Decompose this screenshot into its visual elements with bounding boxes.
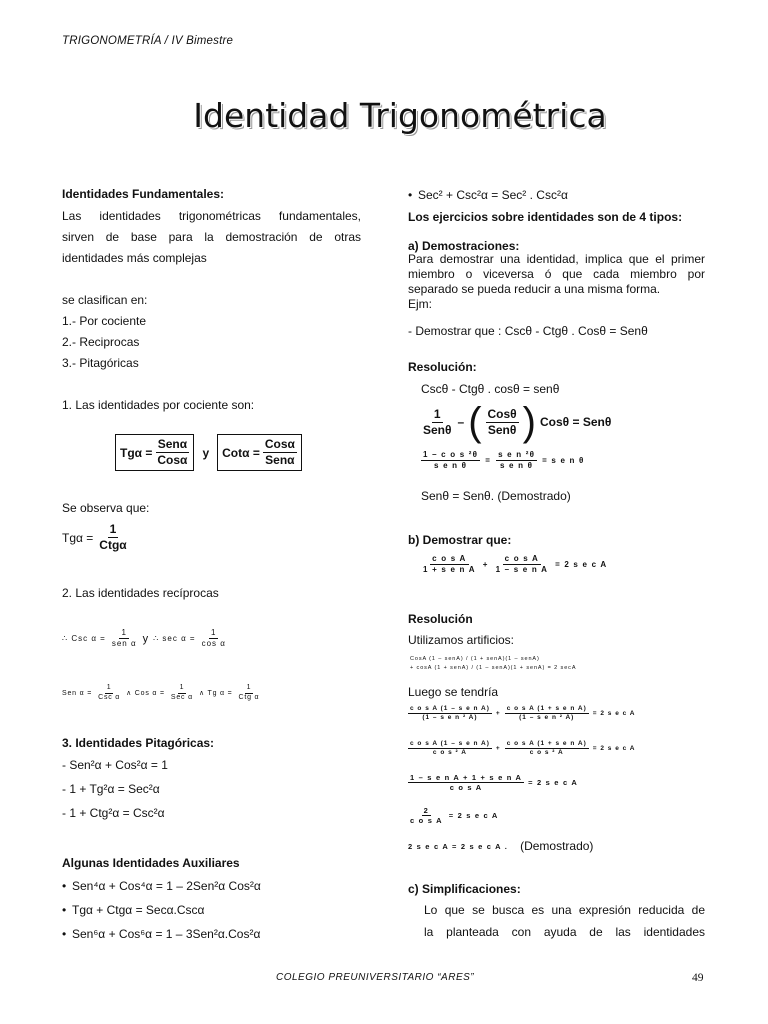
sec-num: 1 [211,628,217,637]
r1-tail: Cosθ = Senθ [540,415,612,429]
l5-equation: 2 s e c A = 2 s e c A . [408,841,509,851]
ejm-label: Ejm: [408,297,432,311]
simplificaciones-heading: c) Simplificaciones: [408,882,521,896]
l1-frac-2-num: c o s A (1 + s e n A) [505,705,589,714]
l3-den: c o s A [449,783,483,793]
cos-lhs: ∧ Cos α = [126,690,165,698]
tangent-lhs: Tgα = [120,445,153,460]
aux-item-2-text: Tgα + Ctgα = Secα.Cscα [72,903,205,917]
sen-fraction [96,684,122,703]
cociente-formulas [115,434,302,471]
r1-frac-3-num: 1 – c o s ²θ [423,450,479,459]
pitag-1: - Sen²α + Cos²α = 1 [62,758,168,772]
aux-item-4-text: Sec² + Csc²α = Sec² . Csc²α [418,188,568,202]
classify-text: se clasifican en: [62,293,148,307]
luego-line-1 [408,705,636,722]
artificios-text: Utilizamos artificios: [408,633,515,647]
aux-item-3-text: Sen⁶α + Cos⁶α = 1 – 3Sen²α.Cos²α [72,927,261,941]
aux-item-1 [62,878,261,894]
l1-plus: + [495,710,501,718]
r1-frac-2 [486,407,519,438]
l1-frac-2-den: (1 – s e n ² A) [519,714,575,722]
r1-line-1: Cscθ - Ctgθ . cosθ = senθ [421,382,560,396]
luego-line-3 [408,773,578,793]
l5-note: (Demostrado) [520,839,594,853]
csc-num: 1 [121,628,127,637]
l2-frac-1-den: c o s ² A [432,749,467,757]
left-paren: ( [468,400,482,444]
page-title: Identidad Trigonométrica [193,96,607,135]
b-heading: b) Demostrar que: [408,533,512,547]
cotangent-num: Cosα [264,437,295,451]
csc-den: sen α [111,639,137,648]
l4-frac [408,806,445,826]
demo-line-1: Para demostrar una identidad, implica que el primer [408,252,705,266]
pitag-2: - 1 + Tg²α = Sec²α [62,782,160,796]
l2-frac-1-num: c o s A (1 – s e n A) [408,740,492,749]
bullet-icon: • [62,879,67,893]
l2-frac-2-den: c o s ² A [529,749,564,757]
intro-line-1: Las identidades trigonométricas fundamentales, [62,209,361,223]
cos-fraction [169,684,195,703]
fund-heading: Identidades Fundamentales: [62,187,225,201]
aux-item-3 [62,926,260,942]
reciprocas-heading: 2. Las identidades recíprocas [62,586,219,600]
demo-line-2: miembro o viceversa ó que cada miembro por [408,267,705,281]
sen-lhs: Sen α = [62,689,93,697]
sec-den: cos α [201,639,226,648]
type-3: 3.- Pitagóricas [62,356,139,370]
b-frac-1-num: c o s A [432,554,467,563]
b-frac-1-den: 1 + s e n A [423,565,476,574]
aux-heading: Algunas Identidades Auxiliares [62,856,240,870]
tg-fraction [97,522,128,553]
demo1-statement: - Demostrar que : Cscθ - Ctgθ . Cosθ = Senθ [408,324,648,338]
cotangent-box [217,434,302,471]
tg2-fraction [237,684,262,703]
luego-line-4 [408,806,499,826]
r1-frac-4-tail: = s e n θ [542,456,585,465]
b-plus: + [482,560,489,569]
bullet-icon: • [408,188,413,202]
r1-frac-1 [421,407,454,438]
r1-frac-1-den: Senθ [423,422,452,437]
b-frac-2-den: 1 – s e n A [495,565,549,574]
l1-frac-1 [408,705,492,722]
r1-frac-4 [496,450,537,471]
demo-line-3: separado se pueda reducir a una misma forma. [408,282,661,296]
l3-rhs: = 2 s e c A [528,778,578,788]
l1-frac-2 [505,705,589,722]
r1-frac-3-den: s e n θ [434,461,468,470]
reciprocal-row-1 [62,628,228,649]
cociente-heading: 1. Las identidades por cociente son: [62,398,255,412]
bullet-icon: • [62,927,67,941]
intro-line-3: identidades más complejas [62,251,207,265]
footer: COLEGIO PREUNIVERSITARIO “ARES” [276,972,475,983]
recip-y: y [142,632,150,645]
l1-rhs: = 2 s e c A [592,710,636,718]
luego-text: Luego se tendría [408,685,499,699]
tangent-fraction [155,437,189,468]
right-paren: ) [522,400,536,444]
aux-item-4 [408,187,568,203]
r1-equals: = [485,456,492,465]
resolucion-2-heading: Resolución [408,612,473,626]
l2-frac-2 [505,740,589,757]
sec-fraction [200,628,228,649]
csc-fraction [110,628,139,649]
pitag-3: - 1 + Ctg²α = Csc²α [62,806,165,820]
cotangent-den: Senα [265,453,295,467]
artificio-part-b: + cosA (1 + senA) / (1 – senA)(1 + senA) = 2 secA [410,665,577,671]
l1-frac-1-den: (1 – s e n ² A) [422,714,478,722]
type-1: 1.- Por cociente [62,314,147,328]
tg2-den: Ctg α [238,693,260,701]
l2-plus: + [495,745,501,753]
sen-den: Csc α [98,693,121,701]
cos-num: 1 [178,684,187,694]
page-number: 49 [692,972,704,984]
aux-item-2 [62,902,204,918]
tg-reciprocal [62,522,129,553]
r1-line-3 [421,450,585,471]
l4-num: 2 [423,806,430,815]
l1-frac-1-num: c o s A (1 – s e n A) [408,705,492,714]
tipos-heading: Los ejercicios sobre identidades son de 4 tipos: [408,210,683,224]
l2-rhs: = 2 s e c A [592,745,636,753]
b-frac-2 [494,554,550,575]
r1-frac-3 [421,450,480,471]
artificio-equation [410,655,710,673]
tg-den: Ctgα [99,538,127,552]
csc-lhs: ∴ Csc α = [62,634,106,643]
bullet-icon: • [62,903,67,917]
observe-text: Se observa que: [62,501,150,515]
tg2-lhs: ∧ Tg α = [198,690,233,698]
l2-frac-1 [408,740,492,757]
simp-line-1: Lo que se busca es una expresión reducida de [424,903,705,917]
intro-line-2: sirven de base para la demostración de otras [62,230,361,244]
tg-lhs: Tgα = [62,530,94,545]
sen-num: 1 [105,684,114,694]
aux-item-1-text: Sen⁴α + Cos⁴α = 1 – 2Sen²α Cos²α [72,879,261,893]
tg-num: 1 [109,522,117,536]
artificio-part-a: CosA (1 – senA) / (1 + senA)(1 – senA) [410,656,540,662]
b-equation [421,554,607,575]
r1-frac-2-num: Cosθ [487,406,517,421]
r1-result: Senθ = Senθ. (Demostrado) [421,489,571,503]
tg2-num: 1 [245,684,254,694]
cos-den: Sec α [170,693,193,701]
cotangent-fraction [263,437,297,468]
r1-minus: – [457,415,465,429]
tangent-num: Senα [157,437,188,451]
sec-lhs: ∴ sec α = [153,634,196,643]
l3-num: 1 – s e n A + 1 + s e n A [410,773,523,782]
l2-frac-2-num: c o s A (1 + s e n A) [505,740,589,749]
pitag-heading: 3. Identidades Pitagóricas: [62,736,215,750]
r1-line-2 [421,402,611,442]
conjunction-y: y [202,445,210,460]
luego-line-5 [408,838,593,854]
luego-line-2 [408,740,636,757]
simp-line-2: la planteada con ayuda de las identidades [424,925,705,939]
b-frac-1 [421,554,478,575]
l4-rhs: = 2 s e c A [448,811,499,821]
r1-frac-4-den: s e n θ [499,461,534,470]
l3-frac [408,773,524,793]
tangent-den: Cosα [157,453,188,467]
l4-den: c o s A [410,816,443,826]
r1-frac-4-num: s e n ²θ [498,450,536,459]
cotangent-lhs: Cotα = [222,445,260,460]
reciprocal-row-2 [62,684,261,703]
type-2: 2.- Reciprocas [62,335,140,349]
demostraciones-heading: a) Demostraciones: [408,239,520,253]
r1-frac-1-num: 1 [433,406,441,421]
b-frac-2-num: c o s A [504,554,539,563]
b-rhs: = 2 s e c A [555,560,608,569]
r1-frac-2-den: Senθ [487,422,517,437]
running-header: TRIGONOMETRÍA / IV Bimestre [62,35,234,47]
resolucion-1-heading: Resolución: [408,360,477,374]
tangent-box [115,434,194,471]
